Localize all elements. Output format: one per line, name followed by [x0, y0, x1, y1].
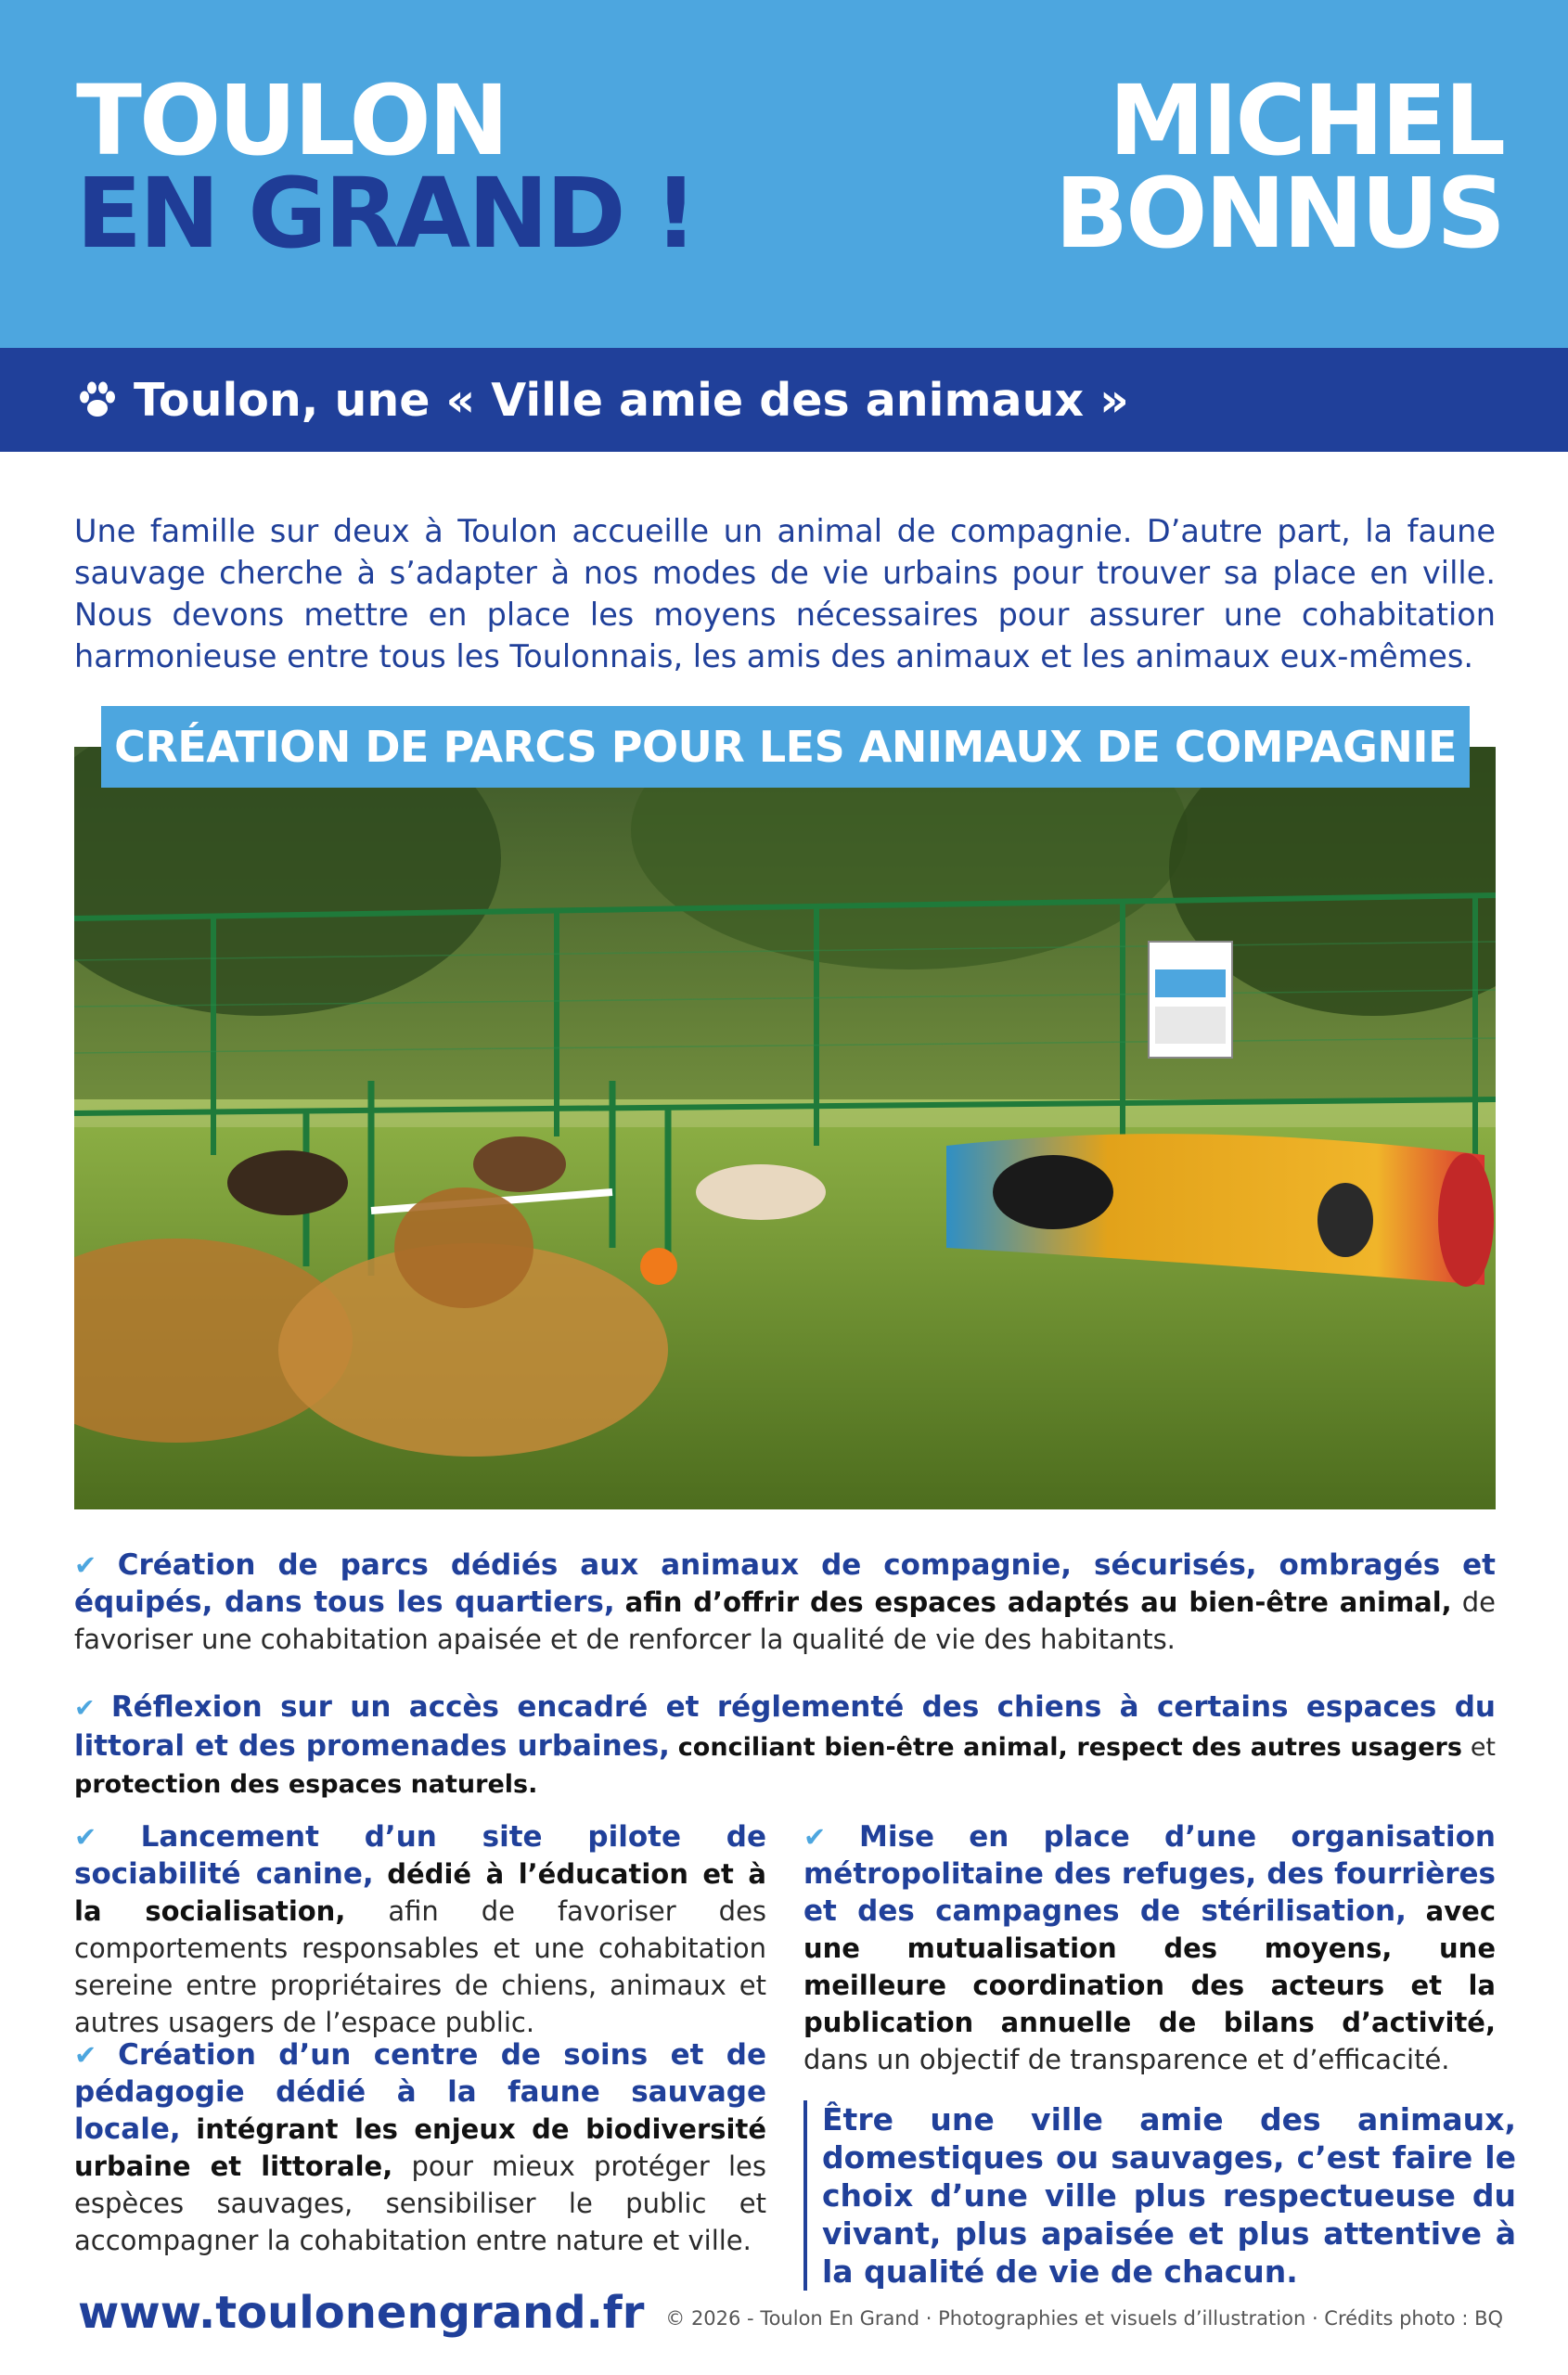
bullet-key: conciliant bien-être animal, respect des autres usagers — [677, 1733, 1462, 1762]
bullet-key: intégrant les enjeux de biodiversité urbaine et littorale, — [74, 2113, 767, 2182]
bullet-heading: Lancement d’un site pilote de sociabilité canine, — [74, 1820, 767, 1891]
bullet-key-2: protection des espaces naturels. — [74, 1770, 538, 1799]
bullet-heading: Création d’un centre de soins et de pédagogie dédié à la faune sauvage locale, — [74, 2038, 766, 2146]
check-icon: ✔ — [74, 2039, 97, 2071]
check-icon: ✔ — [74, 1549, 97, 1581]
bullet-parcs — [74, 1547, 1496, 1658]
check-icon: ✔ — [74, 1821, 97, 1853]
section-title-text: Toulon, une « Ville amie des animaux » — [134, 373, 1129, 427]
photo-credit: © 2026 - Toulon En Grand · Photographies et visuels d’illustration · Crédits photo : BQ — [665, 2307, 1503, 2330]
paw-icon — [74, 377, 121, 423]
bullet-littoral — [74, 1688, 1496, 1804]
bullet-sociabilite — [74, 1818, 766, 2041]
brand-line1: TOULON — [76, 64, 507, 177]
bullet-heading: Création de parcs dédiés aux animaux de compagnie, sécurisés, ombragés et équipés, dans tous les quartiers, — [74, 1548, 1496, 1619]
closing-quote: Être une ville amie des animaux, domestiques ou sauvages, c’est faire le choix d’une ville plus respectueuse du vivant, plus apaisée et plus attentive à la qualité de vie de chacun. — [803, 2100, 1516, 2291]
candidate-name — [1054, 64, 1503, 270]
bullet-heading: Réflexion sur un accès encadré et réglementé des chiens à certains espaces du littoral et des promenades urbaines, — [74, 1690, 1496, 1763]
section-title — [74, 348, 1129, 452]
dog-park-photo — [74, 747, 1496, 1509]
website-link[interactable]: www.toulonengrand.fr — [78, 2287, 645, 2339]
bullet-text: dans un objectif de transparence et d’efficacité. — [803, 2044, 1450, 2075]
bullet-faune-sauvage — [74, 2036, 766, 2259]
bullet-refuges — [803, 1818, 1496, 2078]
photo-title: CRÉATION DE PARCS POUR LES ANIMAUX DE COMPAGNIE — [101, 706, 1470, 788]
bullet-key: dédié à l’éducation et à la socialisation, — [74, 1858, 766, 1927]
intro-paragraph: Une famille sur deux à Toulon accueille un animal de compagnie. D’autre part, la faune sauvage cherche à s’adapter à nos modes de vie urbains pour trouver sa place en ville. Nous devons mettre en place les moyens nécessaires pour assurer une cohabitation harmonieuse entre tous les Toulonnais, les amis des animaux et les animaux eux-mêmes. — [74, 513, 1496, 674]
bullet-key: avec une mutualisation des moyens, une meilleure coordination des acteurs et la publication annuelle de bilans d’activité, — [803, 1895, 1497, 2038]
check-icon: ✔ — [803, 1821, 827, 1853]
candidate-first-name: MICHEL — [1109, 64, 1503, 177]
bullet-heading: Mise en place d’une organisation métropolitaine des refuges, des fourrières et des campagnes de stérilisation, — [803, 1820, 1496, 1928]
bullet-text: pour mieux protéger les espèces sauvages, sensibiliser le public et accompagner la cohabitation entre nature et ville. — [74, 2150, 766, 2256]
bullet-key: afin d’offrir des espaces adaptés au bien-être animal, — [624, 1586, 1452, 1618]
bullet-text: de favoriser une cohabitation apaisée et de renforcer la qualité de vie des habitants. — [74, 1586, 1496, 1655]
candidate-last-name: BONNUS — [1054, 157, 1503, 270]
brand-logo — [76, 64, 696, 270]
check-icon: ✔ — [74, 1694, 96, 1723]
brand-line2: EN GRAND ! — [76, 157, 696, 270]
bullet-text: afin de favoriser des comportements responsables et une cohabitation sereine entre propriétaires de chiens, animaux et autres usagers de l’espace public. — [74, 1895, 767, 2038]
bullet-text: et — [1470, 1733, 1497, 1762]
